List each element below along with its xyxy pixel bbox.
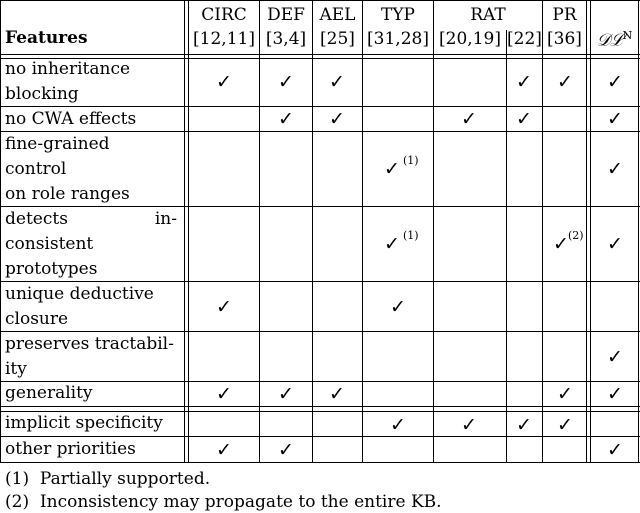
row-label-specificity (5, 411, 163, 436)
header-dln-sup: N (622, 29, 633, 42)
footnote-mark: (2) (5, 492, 30, 512)
check-mark: ✓ (516, 71, 532, 93)
header-def-refs: [3,4] (265, 29, 307, 49)
row-label-closure (5, 282, 154, 332)
row-label-line: other priorities (5, 439, 136, 459)
check-mark: ✓ (384, 158, 400, 180)
row-label-line: implicit specificity (5, 413, 163, 433)
row-label-line: blocking (5, 84, 79, 104)
header-dln (591, 24, 638, 53)
header-pr (543, 3, 586, 51)
row-label-line: no inheritance (5, 59, 131, 79)
check-mark: ✓ (278, 71, 294, 93)
check-mark: ✓ (216, 439, 232, 461)
row-label-cwa (5, 107, 136, 132)
row-label-generality (5, 381, 93, 406)
check-mark: ✓ (607, 158, 623, 180)
row-label-line: prototypes (5, 259, 98, 279)
check-mark: ✓ (216, 383, 232, 405)
check-mark: ✓ (557, 71, 573, 93)
check-mark: ✓ (461, 414, 477, 436)
check-mark: ✓ (557, 383, 573, 405)
check-mark: ✓ (329, 71, 345, 93)
footnote-ref: (1) (403, 229, 419, 242)
footnote-1 (5, 468, 210, 490)
rule-group-a (0, 406, 640, 407)
rule-col-ael (312, 0, 313, 463)
rule-header-a (0, 54, 640, 55)
row-label-line: unique deductive (5, 284, 154, 304)
rule-col-typ (362, 0, 363, 463)
footnote-text: Inconsistency may propagate to the entire KB. (39, 492, 442, 512)
rule-bottom (0, 462, 640, 463)
check-mark: ✓ (390, 414, 406, 436)
rule-col-dl-b (590, 0, 591, 463)
header-rat-refs-b: [22] (507, 29, 542, 49)
header-def (260, 3, 312, 51)
check-mark: ✓ (278, 439, 294, 461)
check-mark: ✓ (557, 414, 573, 436)
row-label-line: preserves tractabil- (5, 334, 174, 354)
check-mark: ✓ (607, 346, 623, 368)
check-mark: ✓ (216, 71, 232, 93)
row-label-line: ity (5, 359, 27, 379)
check-mark: ✓ (461, 108, 477, 130)
header-rat-name: RAT (470, 5, 506, 25)
row-label-inheritance (5, 57, 130, 107)
header-ael-name: AEL (319, 5, 356, 25)
row-label-line: no CWA effects (5, 109, 137, 129)
header-rat-refs-a: [20,19] (439, 29, 501, 49)
rule-top (0, 0, 640, 1)
row-label-line: detects in- (5, 209, 177, 229)
check-mark: ✓ (607, 71, 623, 93)
header-dln-name: 𝒟ℒ (596, 30, 623, 51)
rule-features-b (188, 0, 189, 463)
header-typ-name: TYP (381, 5, 415, 25)
header-rat (434, 3, 542, 27)
rule-col-dl-a (586, 0, 587, 463)
header-typ (363, 3, 433, 51)
check-mark: ✓ (329, 108, 345, 130)
header-circ-name: CIRC (201, 5, 247, 25)
row-label-line: on role ranges (5, 184, 130, 204)
check-mark: ✓ (516, 108, 532, 130)
check-mark: ✓ (607, 108, 623, 130)
footnote-ref: (1) (403, 154, 419, 167)
header-ael (313, 3, 362, 51)
header-features: Features (5, 28, 88, 48)
check-mark: ✓ (390, 296, 406, 318)
rule-col-def (259, 0, 260, 463)
check-mark: ✓ (329, 383, 345, 405)
footnote-mark: (1) (5, 469, 30, 489)
footnote-text: Partially supported. (39, 469, 211, 489)
check-mark: ✓ (607, 233, 623, 255)
row-label-inconsistent (5, 207, 177, 282)
rule-left (0, 0, 1, 463)
footnote-ref: (2) (568, 229, 584, 242)
footnote-2 (5, 491, 442, 513)
check-mark: ✓ (278, 383, 294, 405)
check-mark: ✓ (607, 439, 623, 461)
rule-col-rat-sub (506, 30, 507, 463)
header-circ (189, 3, 259, 51)
rule-col-pr (542, 0, 543, 463)
header-ael-refs: [25] (320, 29, 355, 49)
header-def-name: DEF (267, 5, 305, 25)
row-label-line: control (5, 159, 67, 179)
check-mark: ✓ (216, 296, 232, 318)
row-label-line: generality (5, 383, 93, 403)
row-label-priorities (5, 437, 136, 462)
row-label-line: consistent (5, 234, 94, 254)
row-label-fine-grained (5, 132, 130, 207)
header-pr-name: PR (552, 5, 577, 25)
check-mark: ✓ (278, 108, 294, 130)
check-mark: ✓ (384, 233, 400, 255)
row-label-line: closure (5, 309, 69, 329)
check-mark: ✓ (607, 383, 623, 405)
rule-col-rat (433, 0, 434, 463)
header-circ-refs: [12,11] (193, 29, 255, 49)
rule-features-a (184, 0, 185, 463)
row-label-tractability (5, 332, 174, 382)
rule-right (638, 0, 639, 463)
header-pr-refs: [36] (547, 29, 582, 49)
row-label-line: fine-grained (5, 134, 110, 154)
header-typ-refs: [31,28] (367, 29, 429, 49)
check-mark: ✓ (553, 233, 569, 255)
check-mark: ✓ (516, 414, 532, 436)
